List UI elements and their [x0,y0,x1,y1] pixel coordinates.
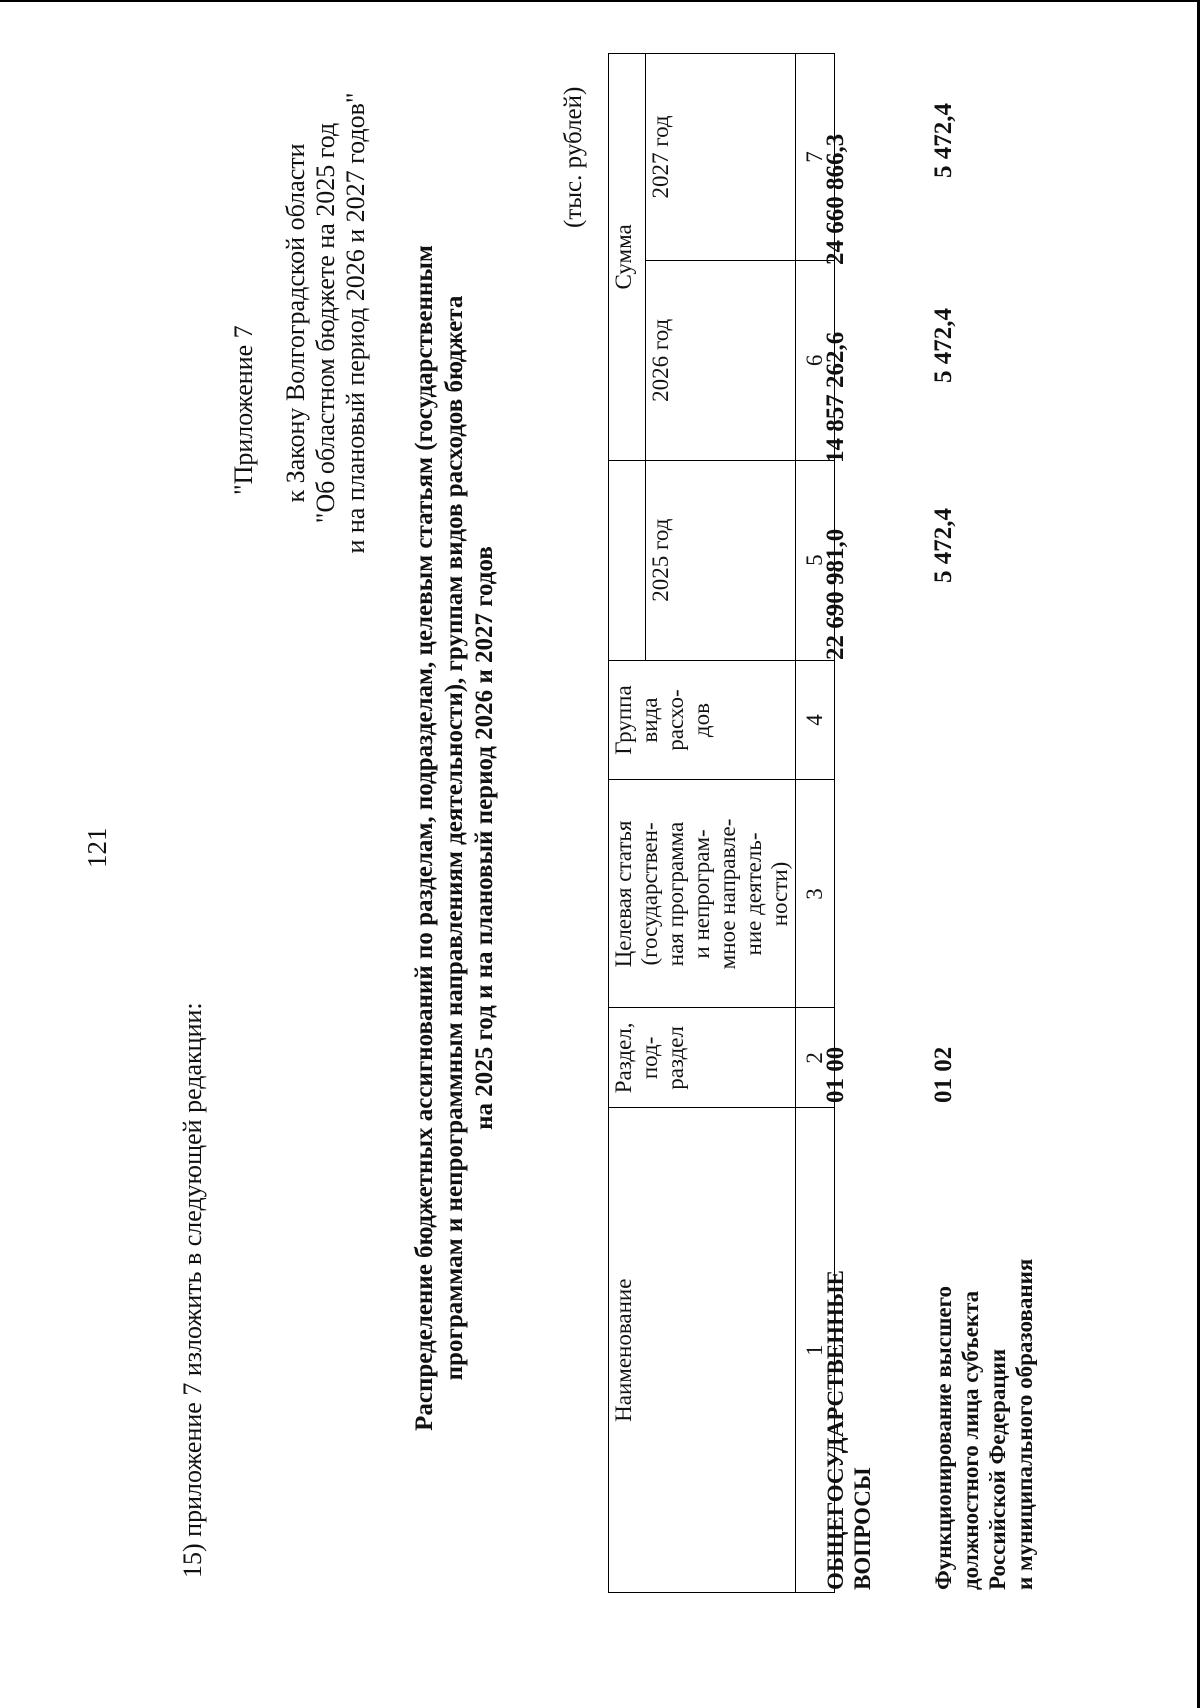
header-2026: 2026 год [646,260,796,460]
column-number: 2 [796,1008,835,1108]
title-line1: Распределение бюджетных ассигнований по разделам, подразделам, целевым статьям (государственным [411,245,438,1431]
header-sum: Сумма [609,54,646,461]
annex-line3: и на плановый период 2026 и 2027 годов" [341,92,370,554]
row-2026: 5 472,4 [930,308,957,383]
row-section: 01 02 [930,1046,957,1103]
column-number: 3 [796,780,835,1008]
header-target: Целевая статья (государствен- ная программа и непрограм- мное направле- ние деятель- ности) [609,780,796,1008]
row-2027: 5 472,4 [930,103,957,178]
header-2027: 2027 год [646,54,796,261]
row-section: 01 00 [822,1046,849,1103]
column-number: 7 [796,54,835,261]
row-name: ОБЩЕГОСУДАРСТВЕННЫЕ ВОПРОСЫ [823,1270,875,1590]
annex-line1: к Закону Волгоградской области [281,143,310,503]
row-name: Функционирование высшего должностного лица субъекта Российской Федерации и муниципального образования [931,1258,1037,1590]
column-number: 1 [796,1108,835,1593]
row-2025: 22 690 981,0 [822,528,849,660]
header-name: Наименование [609,1108,796,1593]
page-number: 121 [82,827,112,868]
units-label: (тыс. рублей) [560,86,587,228]
title-line3: на 2025 год и на плановый период 2026 и 2027 годов [471,546,498,1130]
column-number: 4 [796,660,835,780]
annex-line2: "Об областном бюджете на 2025 год [311,122,340,524]
document-title [410,88,500,1588]
header-group: Группа вида расхо- дов [609,660,796,780]
row-2025: 5 472,4 [930,508,957,583]
intro-text: 15) приложение 7 изложить в следующей редакции: [178,1002,207,1578]
column-number: 6 [796,260,835,460]
row-2027: 24 660 866,3 [822,133,849,265]
annex-label: "Приложение 7 [229,325,258,495]
header-section: Раздел, под- раздел [609,1008,796,1108]
table-header [608,53,835,1593]
column-number: 5 [796,460,835,660]
row-2026: 14 857 262,6 [822,331,849,463]
title-line2: программам и непрограммным направлениям деятельности), группам видов расходов бюджета [441,295,468,1381]
annex-block [228,23,371,623]
header-2025: 2025 год [646,460,796,660]
